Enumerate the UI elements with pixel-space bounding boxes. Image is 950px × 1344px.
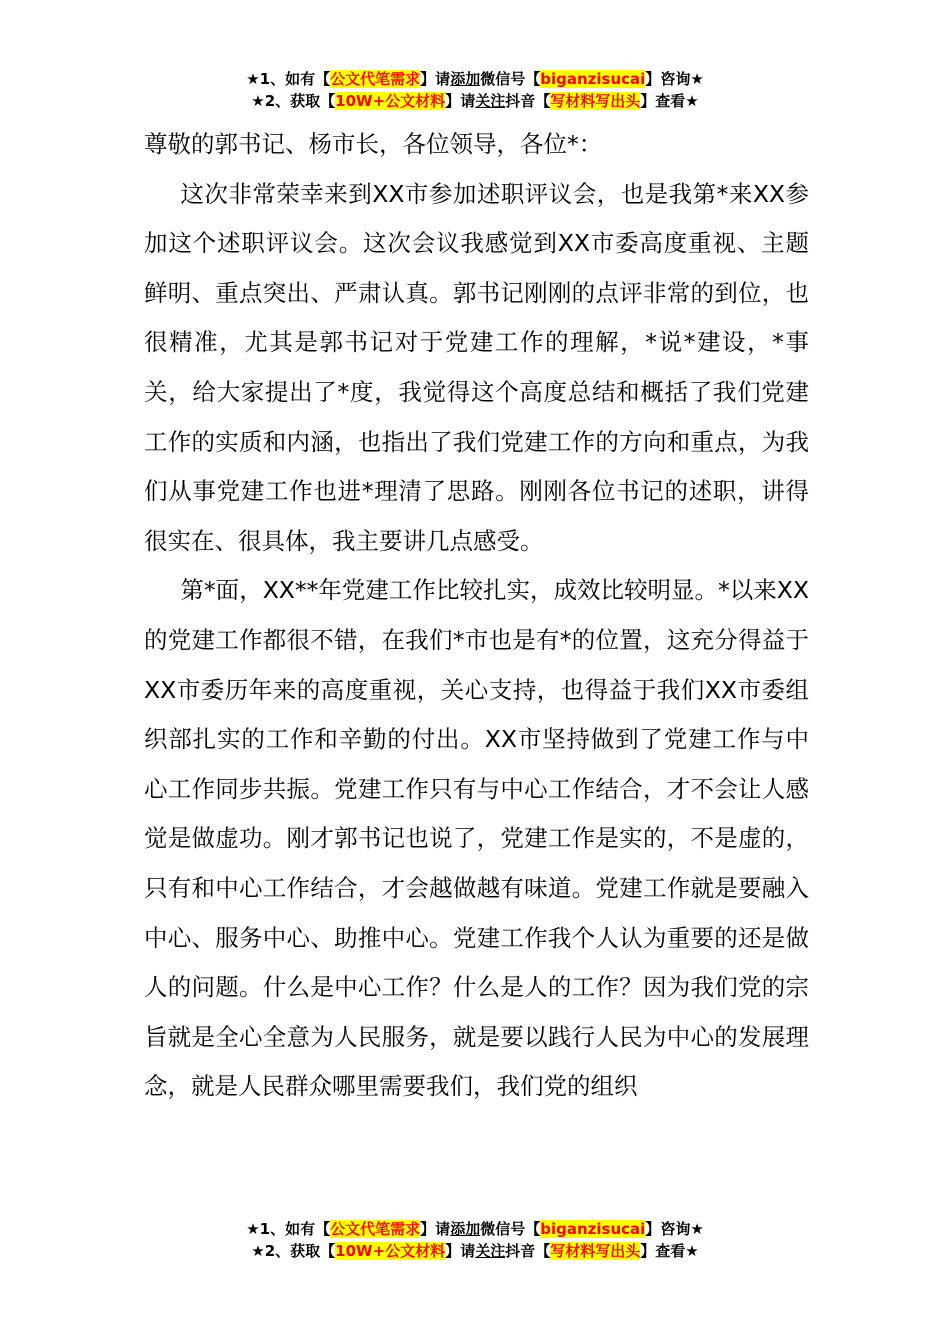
bracket: 【 <box>315 1220 331 1238</box>
promo-text: ★2、获取 <box>251 92 321 110</box>
promo-banner-bottom <box>0 1218 950 1262</box>
bracket: 】 <box>420 70 436 88</box>
promo-text: 抖音 <box>505 1242 536 1260</box>
highlight-douyin-account: 写材料写出头 <box>550 1242 641 1260</box>
promo-text: 请 <box>435 1220 451 1238</box>
document-body <box>144 120 809 1112</box>
promo-text: 查看★ <box>655 1242 699 1260</box>
highlight-douyin-account: 写材料写出头 <box>550 92 641 110</box>
highlight-service: 公文代笔需求 <box>330 1220 421 1238</box>
promo-text: 咨询★ <box>660 1220 704 1238</box>
highlight-materials: 10W+公文材料 <box>335 1242 446 1260</box>
bracket: 【 <box>535 1242 551 1260</box>
promo-banner-top <box>0 68 950 112</box>
promo-text: 抖音 <box>505 92 536 110</box>
promo-text: 咨询★ <box>660 70 704 88</box>
promo-text: 微信号 <box>480 1220 526 1238</box>
promo-underlined: 关注 <box>475 1242 506 1260</box>
bracket: 】 <box>645 70 661 88</box>
bracket: 】 <box>445 1242 461 1260</box>
promo-line-1 <box>0 1218 950 1240</box>
promo-line-2 <box>0 90 950 112</box>
highlight-materials: 10W+公文材料 <box>335 92 446 110</box>
promo-line-2 <box>0 1240 950 1262</box>
promo-text: 微信号 <box>480 70 526 88</box>
promo-text: 请 <box>460 92 476 110</box>
bracket: 】 <box>640 1242 656 1260</box>
paragraph-1: 这次非常荣幸来到XX市参加述职评议会，也是我第*来XX参加这个述职评议会。这次会议我感觉到XX市委高度重视、主题鲜明、重点突出、严肃认真。郭书记刚刚的点评非常的到位，也很精准，尤其是郭书记对于党建工作的理解，*说*建设，*事关，给大家提出了*度，我觉得这个高度总结和概括了我们党建工作的实质和内涵，也指出了我们党建工作的方向和重点，为我们从事党建工作也进*理清了思路。刚刚各位书记的述职，讲得很实在、很具体，我主要讲几点感受。 <box>144 179 809 555</box>
highlight-wechat-id: biganzisucai <box>540 1220 646 1238</box>
promo-text: 请 <box>460 1242 476 1260</box>
bracket: 】 <box>420 1220 436 1238</box>
promo-text: 查看★ <box>655 92 699 110</box>
bracket: 【 <box>320 92 336 110</box>
bracket: 【 <box>525 70 541 88</box>
promo-underlined: 添加 <box>450 1220 481 1238</box>
bracket: 】 <box>645 1220 661 1238</box>
highlight-wechat-id: biganzisucai <box>540 70 646 88</box>
promo-underlined: 关注 <box>475 92 506 110</box>
salutation: 尊敬的郭书记、杨市长，各位领导，各位*： <box>144 130 603 158</box>
promo-line-1 <box>0 68 950 90</box>
bracket: 】 <box>640 92 656 110</box>
highlight-service: 公文代笔需求 <box>330 70 421 88</box>
paragraph-2: 第*面，XX**年党建工作比较扎实，成效比较明显。*以来XX的党建工作都很不错，在我们*市也是有*的位置，这充分得益于XX市委历年来的高度重视，关心支持，也得益于我们XX市委组织部扎实的工作和辛勤的付出。XX市坚持做到了党建工作与中心工作同步共振。党建工作只有与中心工作结合，才不会让人感觉是做虚功。刚才郭书记也说了，党建工作是实的，不是虚的，只有和中心工作结合，才会越做越有味道。党建工作就是要融入中心、服务中心、助推中心。党建工作我个人认为重要的还是做人的问题。什么是中心工作？什么是人的工作？因为我们党的宗旨就是全心全意为人民服务，就是要以践行人民为中心的发展理念，就是人民群众哪里需要我们，我们党的组织 <box>144 576 809 1101</box>
bracket: 【 <box>535 92 551 110</box>
promo-text: ★1、如有 <box>246 70 316 88</box>
bracket: 】 <box>445 92 461 110</box>
promo-underlined: 添加 <box>450 70 481 88</box>
promo-text: 请 <box>435 70 451 88</box>
bracket: 【 <box>525 1220 541 1238</box>
promo-text: ★1、如有 <box>246 1220 316 1238</box>
bracket: 【 <box>320 1242 336 1260</box>
promo-text: ★2、获取 <box>251 1242 321 1260</box>
bracket: 【 <box>315 70 331 88</box>
